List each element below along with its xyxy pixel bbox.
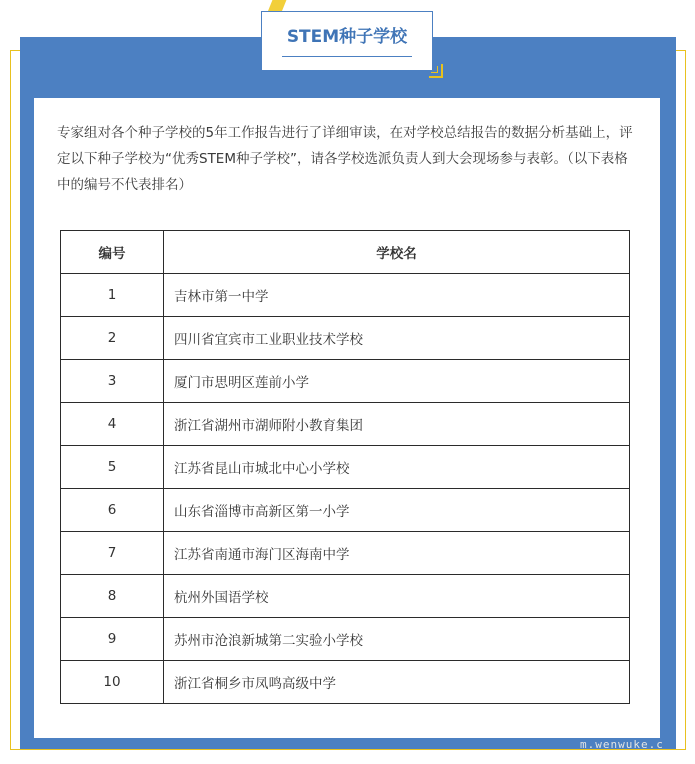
table-row [61, 575, 630, 618]
row-number: 7 [61, 532, 164, 575]
school-name: 杭州外国语学校 [164, 575, 630, 618]
table-row [61, 489, 630, 532]
table-row [61, 360, 630, 403]
school-name: 四川省宜宾市工业职业技术学校 [164, 317, 630, 360]
table-row [61, 446, 630, 489]
school-name: 浙江省桐乡市凤鸣高级中学 [164, 661, 630, 704]
school-name: 山东省淄博市高新区第一小学 [164, 489, 630, 532]
row-number: 10 [61, 661, 164, 704]
row-number: 5 [61, 446, 164, 489]
school-name: 厦门市思明区莲前小学 [164, 360, 630, 403]
table-row [61, 317, 630, 360]
school-name: 江苏省南通市海门区海南中学 [164, 532, 630, 575]
corner-bracket-icon [429, 64, 443, 78]
column-header-school-name: 学校名 [164, 231, 630, 274]
table-row [61, 661, 630, 704]
row-number: 8 [61, 575, 164, 618]
schools-table [60, 230, 630, 704]
school-name: 江苏省昆山市城北中心小学校 [164, 446, 630, 489]
table-row [61, 403, 630, 446]
table-row [61, 532, 630, 575]
row-number: 2 [61, 317, 164, 360]
intro-paragraph: 专家组对各个种子学校的5年工作报告进行了详细审读，在对学校总结报告的数据分析基础上，评定以下种子学校为“优秀STEM种子学校”，请各学校选派负责人到大会现场参与表彰。（以下表格中的编号不代表排名） [57, 125, 633, 193]
table-row [61, 274, 630, 317]
row-number: 9 [61, 618, 164, 661]
row-number: 4 [61, 403, 164, 446]
school-name: 苏州市沧浪新城第二实验小学校 [164, 618, 630, 661]
school-name: 浙江省湖州市湖师附小教育集团 [164, 403, 630, 446]
page-title: STEM种子学校 [286, 27, 408, 47]
watermark-text: m.wenwuke.c [580, 738, 664, 751]
table-row [61, 618, 630, 661]
title-underline [282, 56, 412, 57]
column-header-number: 编号 [61, 231, 164, 274]
title-banner [261, 11, 433, 71]
row-number: 3 [61, 360, 164, 403]
school-name: 吉林市第一中学 [164, 274, 630, 317]
row-number: 6 [61, 489, 164, 532]
row-number: 1 [61, 274, 164, 317]
table-header-row [61, 231, 630, 274]
